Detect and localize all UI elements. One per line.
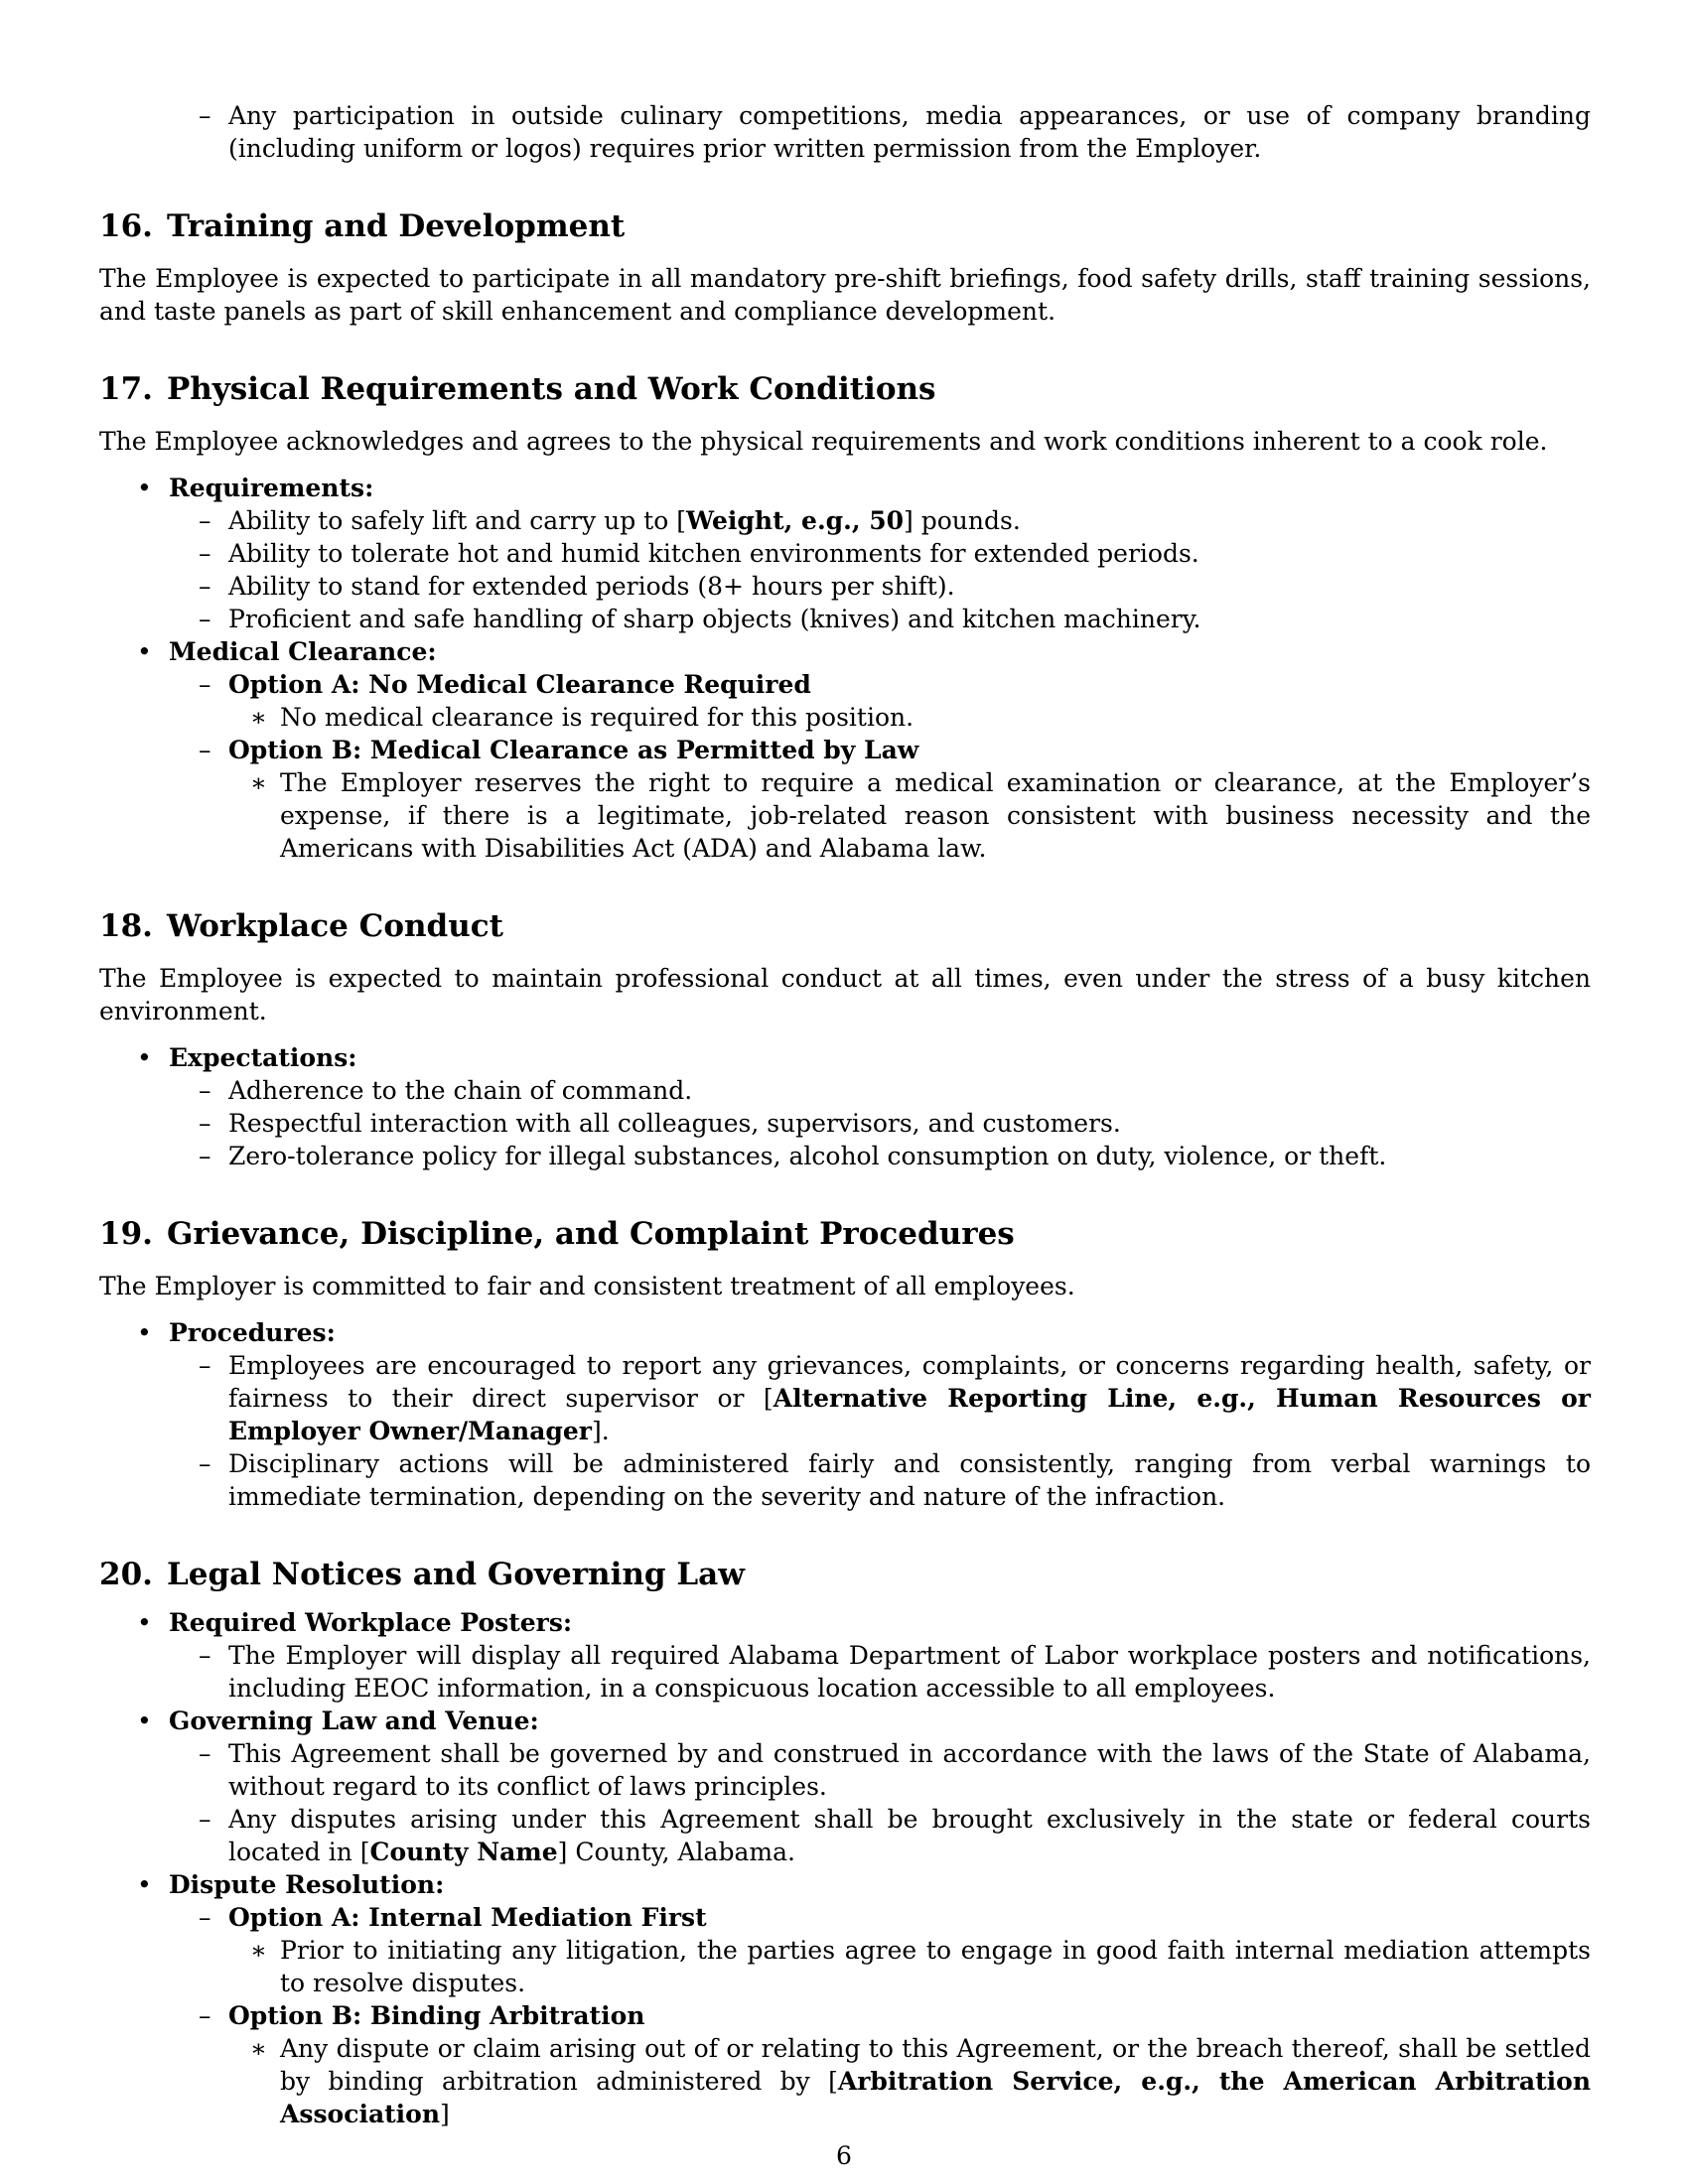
list-item: – Proficient and safe handling of sharp objects (knives) and kitchen machinery. — [199, 605, 1201, 633]
section-heading-18: 18. Workplace Conduct — [99, 908, 503, 944]
list-item: ∗ The Employer reserves the right to require a medical examination or clearance, at the Employer’s expense, if there is a legitimate, job-related reason consistent with business necessity and the Americans with Disabilities Act (ADA) and Alabama law. — [250, 768, 1591, 863]
list-item: – Respectful interaction with all colleagues, supervisors, and customers. — [199, 1109, 1121, 1138]
list-item: • Expectations: — [137, 1043, 357, 1072]
list-item: • Required Workplace Posters: — [137, 1608, 573, 1637]
list-item: – Option A: Internal Mediation First — [199, 1903, 707, 1932]
list-item: – Zero-tolerance policy for illegal substances, alcohol consumption on duty, violence, or theft. — [199, 1142, 1387, 1170]
page-number: 6 — [836, 2141, 852, 2170]
list-item: – Employees are encouraged to report any grievances, complaints, or concerns regarding health, safety, or fairness to their direct supervisor or [Alternative Reporting Line, e.g., Human Resources or Employer Owner/Manager]. — [199, 1351, 1591, 1445]
list-item: – Option A: No Medical Clearance Required — [199, 670, 811, 699]
list-item: ∗ Prior to initiating any litigation, the parties agree to engage in good faith internal mediation attempts to resolve disputes. — [250, 1936, 1591, 1997]
item-text: Any participation in outside culinary competitions, media appearances, or use of company branding (including uniform or logos) requires prior written permission from the Employer. — [228, 101, 1591, 163]
list-item: • Governing Law and Venue: — [137, 1706, 539, 1735]
section-heading-19: 19. Grievance, Discipline, and Complaint Procedures — [99, 1216, 1015, 1252]
list-item: – Ability to tolerate hot and humid kitchen environments for extended periods. — [199, 539, 1199, 568]
list-item: • Medical Clearance: — [137, 637, 437, 666]
list-item: – Adherence to the chain of command. — [199, 1076, 693, 1105]
section-body-17: The Employee acknowledges and agrees to the physical requirements and work conditions inherent to a cook role. — [99, 427, 1548, 456]
list-item: – The Employer will display all required Alabama Department of Labor workplace posters and notifications, including EEOC information, in a conspicuous location accessible to all employees. — [199, 1641, 1591, 1703]
section-heading-16: 16. Training and Development — [99, 208, 626, 244]
list-item: • Dispute Resolution: — [137, 1870, 445, 1899]
section-body-18: The Employee is expected to maintain professional conduct at all times, even under the stress of a busy kitchen environment. — [99, 964, 1591, 1025]
list-item: – Ability to safely lift and carry up to [Weight, e.g., 50] pounds. — [199, 506, 1021, 535]
section-heading-20: 20. Legal Notices and Governing Law — [99, 1557, 745, 1592]
list-item: – This Agreement shall be governed by and construed in accordance with the laws of the State of Alabama, without regard to its conflict of laws principles. — [199, 1739, 1591, 1801]
list-item: ∗ Any dispute or claim arising out of or relating to this Agreement, or the breach thereof, shall be settled by binding arbitration administered by [Arbitration Service, e.g., the American Arbitration Association] — [250, 2034, 1591, 2128]
list-item: ∗ No medical clearance is required for this position. — [250, 703, 914, 732]
list-item: – Disciplinary actions will be administered fairly and consistently, ranging from verbal warnings to immediate termination, depending on the severity and nature of the infraction. — [199, 1449, 1591, 1511]
list-item: – Ability to stand for extended periods (8+ hours per shift). — [199, 572, 955, 601]
list-item: – Any disputes arising under this Agreement shall be brought exclusively in the state or federal courts located in [County Name] County, Alabama. — [199, 1805, 1591, 1866]
list-item: – Any participation in outside culinary competitions, media appearances, or use of company branding (including uniform or logos) requires prior written permission from the Employer. — [199, 101, 1591, 163]
section-body-16: The Employee is expected to participate in all mandatory pre-shift briefings, food safety drills, staff training sessions, and taste panels as part of skill enhancement and compliance development. — [99, 264, 1591, 326]
list-item: • Requirements: — [137, 474, 374, 502]
list-item: – Option B: Medical Clearance as Permitted by Law — [199, 736, 919, 764]
list-item: • Procedures: — [137, 1318, 336, 1347]
section-heading-17: 17. Physical Requirements and Work Conditions — [99, 371, 936, 407]
section-body-19: The Employer is committed to fair and consistent treatment of all employees. — [99, 1272, 1075, 1300]
document-page — [99, 99, 1591, 2130]
list-item: – Option B: Binding Arbitration — [199, 2001, 645, 2030]
